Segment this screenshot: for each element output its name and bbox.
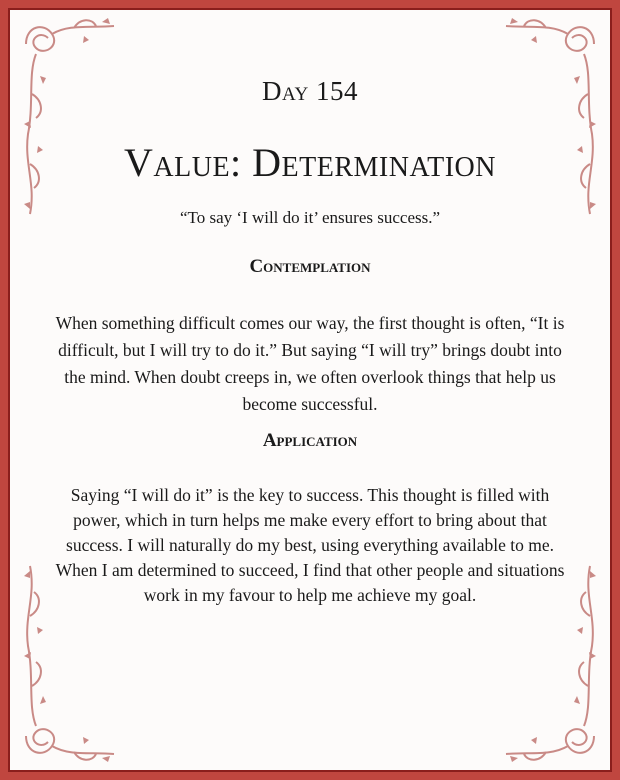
- section-body-application: Saying “I will do it” is the key to success. This thought is filled with power, which in turn helps me make every effort to bring about that success. I will naturally do my best, using everything available to me. When I am determined to succeed, I find that other people and situations work in my favour to help me achieve my goal.: [55, 485, 565, 605]
- section-heading-contemplation: Contemplation: [249, 256, 371, 277]
- section-heading-application: Application: [262, 430, 358, 451]
- quote: “To say ‘I will do it’ ensures success.”: [179, 208, 441, 227]
- section-body-contemplation: When something difficult comes our way, the first thought is often, “It is difficult, but I will try to do it.” But saying “I will try” brings doubt into the mind. When doubt creeps in, we often overlook things that help us become successful.: [55, 313, 565, 414]
- day-number: Day 154: [262, 76, 358, 106]
- page-title: Value: Determination: [124, 140, 496, 185]
